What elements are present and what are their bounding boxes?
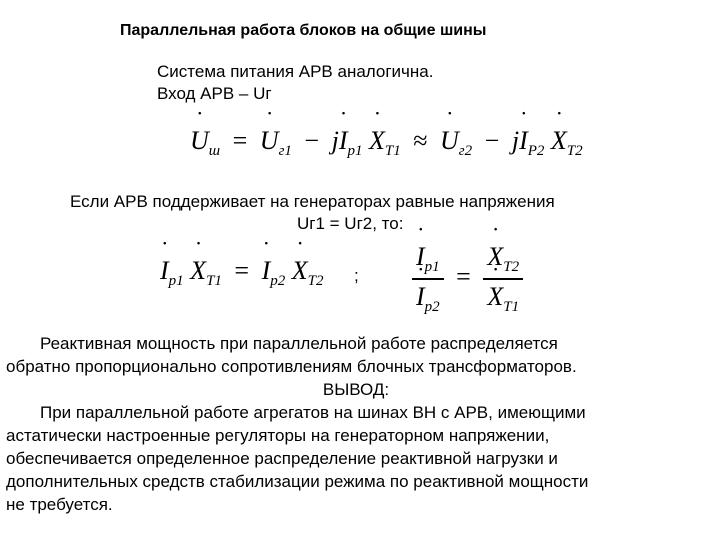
u-g2-sub: г2 (458, 143, 473, 159)
u-g2-symbol: ˙ U (440, 126, 459, 156)
body-text (6, 332, 706, 516)
formula-product-equality (160, 256, 323, 290)
i-p1-symbol: ˙ I (339, 126, 348, 156)
approx-sign: ≈ (413, 126, 428, 155)
f3-p2-sub: p2 (424, 299, 440, 315)
f3-x-t2: ˙ X (487, 242, 503, 272)
f2-p1-sub: p1 (168, 273, 184, 289)
eq-sign: = (232, 126, 248, 155)
f3-t1-sub: T1 (503, 299, 520, 315)
j-symbol: j (331, 126, 339, 155)
f3-eq: = (456, 261, 471, 291)
u-symbol: ˙ U (190, 126, 209, 156)
minus-sign: − (304, 126, 320, 155)
condition-line-2: Uг1 = Uг2, то: (297, 214, 404, 233)
f3-x-t1: ˙ X (487, 282, 503, 312)
f2-t2-sub: T2 (307, 273, 324, 289)
para1-line2: обратно пропорционально сопротивлениям блочных трансформаторов. (6, 357, 577, 376)
u-g1-symbol: ˙ U (260, 126, 279, 156)
para1-line1: Реактивная мощность при параллельной работе распределяется (40, 334, 558, 353)
intro-line-1: Система питания АРВ аналогична. (157, 62, 434, 81)
minus-sign-2: − (484, 126, 500, 155)
u-g1-sub: г1 (278, 143, 292, 159)
formula-ratio (412, 240, 523, 318)
para2-line5: не требуется. (6, 495, 113, 514)
x-t2-symbol: ˙ X (551, 126, 567, 156)
intro-line-2: Вход АРВ – Uг (157, 84, 272, 103)
f2-i-p1: ˙ I (160, 256, 169, 286)
para2-line4: дополнительных средств стабилизации режима по реактивной мощности (6, 472, 589, 491)
f3-i-p2: ˙ I (416, 282, 425, 312)
f2-eq: = (234, 256, 250, 285)
f2-t1-sub: T1 (206, 273, 222, 289)
f3-i-p1: ˙ I (416, 242, 425, 272)
x-t1-sub: T1 (384, 143, 401, 159)
conclusion-heading: ВЫВОД: (322, 380, 390, 399)
f2-x-t2: ˙ X (292, 256, 308, 286)
x-t2-sub: T2 (566, 143, 583, 159)
j-symbol-2: j (511, 126, 520, 155)
semicolon: ; (354, 266, 359, 285)
fraction-reactance (483, 240, 523, 318)
i-p1-sub: p1 (347, 143, 363, 159)
i-p2-sub: P2 (527, 143, 545, 159)
f2-i-p2: ˙ I (262, 256, 271, 286)
formula-voltage-equality (190, 126, 583, 160)
para2-line2: астатически настроенные регуляторы на генераторном напряжении, (6, 426, 550, 445)
f2-x-t1: ˙ X (190, 256, 206, 286)
f3-p1-sub: p1 (424, 259, 440, 275)
u-sub-sh: ш (208, 143, 221, 159)
condition-line-1: Если АРВ поддерживает на генераторах равные напряжения (70, 192, 555, 211)
para2-line1: При параллельной работе агрегатов на шинах ВН с АРВ, имеющими (40, 403, 586, 422)
para2-line3: обеспечивается определенное распределение реактивной нагрузки и (6, 449, 558, 468)
i-p2-symbol: ˙ I (519, 126, 528, 156)
x-t1-symbol: ˙ X (369, 126, 385, 156)
f2-p2-sub: p2 (270, 273, 286, 289)
f3-t2-sub: T2 (503, 259, 520, 275)
fraction-current (412, 240, 444, 318)
slide-title: Параллельная работа блоков на общие шины (120, 22, 487, 39)
